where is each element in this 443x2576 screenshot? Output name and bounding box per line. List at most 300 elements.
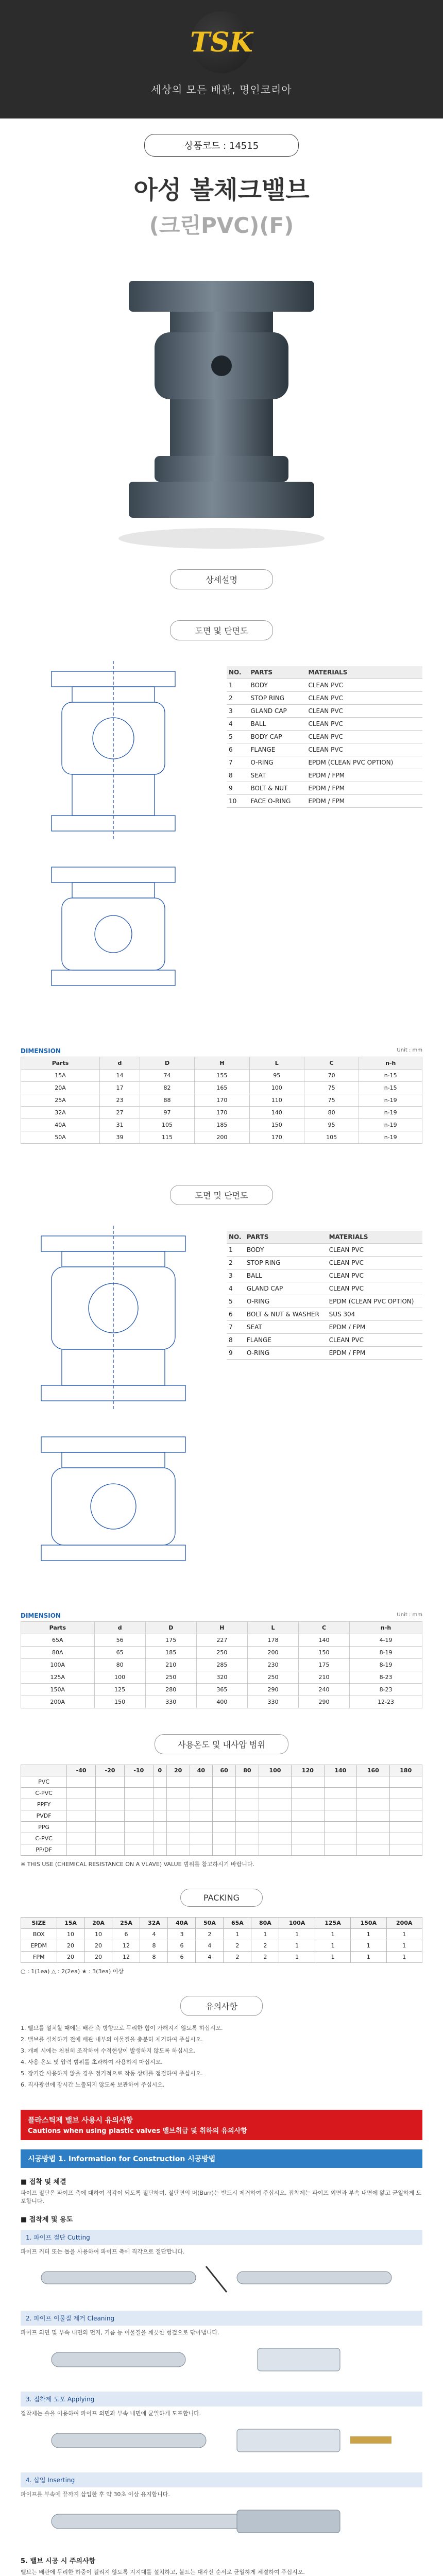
dimension-table-2 (21, 1621, 422, 1708)
dim-header: d (100, 1057, 140, 1070)
cell: 20 (57, 1940, 84, 1952)
cell (389, 1822, 422, 1833)
cell (357, 1788, 389, 1799)
temp-note: ※ THIS USE (CHEMICAL RESISTANCE ON A VLAVE) VALUE 범위를 참고하시기 바랍니다. (21, 1861, 255, 1868)
product-photo (0, 250, 443, 559)
cell: 12-23 (350, 1696, 422, 1708)
applying-illustration (21, 2418, 422, 2464)
cell: 8-19 (350, 1647, 422, 1659)
cell (292, 1844, 324, 1856)
drawing1-heading: 도면 및 단면도 (170, 620, 273, 640)
detail-section (0, 569, 443, 589)
cell: BODY CAP (248, 731, 306, 743)
dim-header: Parts (21, 1622, 95, 1634)
cell: 4 (227, 718, 248, 731)
cell (96, 1844, 125, 1856)
cell (324, 1788, 356, 1799)
cell: 120 (292, 1765, 324, 1776)
caution-title: 플라스틱제 밸브 사용시 유의사항 (28, 2116, 133, 2125)
cell: 110 (249, 1094, 304, 1107)
cell (292, 1799, 324, 1810)
cell: BODY (245, 1244, 327, 1257)
cell (292, 1822, 324, 1833)
cell: 2 (224, 1952, 251, 1963)
cell: 365 (196, 1684, 247, 1696)
cell: 12 (112, 1952, 140, 1963)
cell: 3 (227, 705, 248, 718)
dim-header: C (299, 1622, 350, 1634)
cleaning-illustration (21, 2337, 422, 2383)
cell: 6 (227, 1308, 245, 1321)
cell: 105 (140, 1119, 194, 1131)
cell: 1 (227, 679, 248, 692)
cell: 4 (140, 1929, 168, 1940)
note-line: 3. 개폐 시에는 천천히 조작하여 수격현상이 발생하지 않도록 하십시오. (21, 2047, 196, 2054)
cell (124, 1776, 153, 1788)
cell: 23 (100, 1094, 140, 1107)
cell (236, 1776, 259, 1788)
bar-1-text: 파이프 커터 또는 톱을 사용하여 파이프 축에 직각으로 절단합니다. (21, 2248, 185, 2255)
cell: 320 (196, 1671, 247, 1684)
cell (96, 1788, 125, 1799)
cell (153, 1788, 166, 1799)
packing-section (0, 1889, 443, 1975)
product-subtitle: (크린PVC)(F) (149, 213, 294, 238)
cell: 4 (196, 1940, 224, 1952)
cell: 6 (112, 1929, 140, 1940)
cell: 15A (57, 1918, 84, 1929)
cell: 400 (196, 1696, 247, 1708)
parts-header-materials: MATERIALS (306, 666, 422, 679)
cell: 17 (100, 1082, 140, 1094)
cell: 10 (227, 795, 248, 808)
cell: 20 (166, 1765, 190, 1776)
cell (236, 1822, 259, 1833)
cell (67, 1810, 96, 1822)
table-row (21, 1940, 422, 1952)
cell: n-15 (359, 1082, 422, 1094)
cell: 170 (195, 1094, 249, 1107)
parts-list-2 (227, 1231, 422, 1360)
note-line: 2. 밸브를 설치하기 전에 배관 내부의 이물질을 충분히 제거하여 주십시오. (21, 2036, 203, 2043)
cell: 155 (195, 1070, 249, 1082)
cell (259, 1776, 291, 1788)
cell: 40A (21, 1119, 100, 1131)
cell (213, 1844, 236, 1856)
cell (389, 1844, 422, 1856)
table-row (227, 769, 422, 782)
cell: 200A (21, 1696, 95, 1708)
logo-text: TSK (190, 26, 253, 58)
dim-header: n-h (350, 1622, 422, 1634)
cell (357, 1844, 389, 1856)
cell (190, 1776, 213, 1788)
drawing1-diagram (21, 651, 422, 836)
table-row (227, 705, 422, 718)
cell: SEAT (245, 1321, 327, 1334)
cell: 125 (94, 1684, 145, 1696)
cell (190, 1833, 213, 1844)
bar-2: 2. 파이프 이물질 제거 Cleaning (21, 2311, 422, 2326)
cell: 14 (100, 1070, 140, 1082)
cell: 80 (94, 1659, 145, 1671)
bar-4: 4. 삽입 Inserting (21, 2472, 422, 2487)
cell: SEAT (248, 769, 306, 782)
cell: 15A (21, 1070, 100, 1082)
cell: O-RING (245, 1347, 327, 1360)
cell: 170 (249, 1131, 304, 1144)
cell: 210 (299, 1671, 350, 1684)
table-row (227, 1282, 422, 1295)
cell (96, 1822, 125, 1833)
cell (153, 1810, 166, 1822)
cell: 31 (100, 1119, 140, 1131)
table-row (21, 1659, 422, 1671)
table-row (21, 1119, 422, 1131)
cell: 80A (251, 1918, 279, 1929)
table-row (21, 1776, 422, 1788)
cell: 200 (247, 1647, 298, 1659)
cell (96, 1833, 125, 1844)
step-5-title: 5. 밸브 시공 시 주의사항 (21, 2557, 96, 2565)
cell: O-RING (245, 1295, 327, 1308)
caution-en: Cautions when using plastic valves 밸브취급 및 취하의 유의사항 (28, 2127, 247, 2135)
cell: 100 (249, 1082, 304, 1094)
cell: 50A (21, 1131, 100, 1144)
cell: 290 (299, 1696, 350, 1708)
cell: EPDM / FPM (306, 769, 422, 782)
cell: 250 (247, 1671, 298, 1684)
table-row (227, 1257, 422, 1269)
cell: BALL (248, 718, 306, 731)
table-row (227, 1244, 422, 1257)
temp-range-section (0, 1734, 443, 1868)
table-row (21, 1684, 422, 1696)
cell: 20 (84, 1952, 112, 1963)
parts-header-no: NO. (227, 1231, 245, 1244)
cell: 140 (299, 1634, 350, 1647)
cell: 4 (196, 1952, 224, 1963)
cell: 140 (324, 1765, 356, 1776)
cell (153, 1776, 166, 1788)
cell (96, 1799, 125, 1810)
temp-range-heading: 사용온도 및 내사압 범위 (155, 1734, 288, 1754)
cell: 8-19 (350, 1659, 422, 1671)
bar-1: 1. 파이프 절단 Cutting (21, 2230, 422, 2245)
cell: 150A (351, 1918, 386, 1929)
table-row (227, 1295, 422, 1308)
bar-2-text: 파이프 외면 및 부속 내면의 먼지, 기름 등 이물질을 깨끗한 헝겊으로 닦아냅니다. (21, 2329, 219, 2336)
cell: 75 (304, 1094, 359, 1107)
cell: 2 (251, 1952, 279, 1963)
parts-list-1 (227, 666, 422, 808)
cell: n-19 (359, 1107, 422, 1119)
cell: 160 (357, 1765, 389, 1776)
product-title: 아성 볼체크밸브 (133, 176, 310, 205)
table-row (227, 756, 422, 769)
table-row (227, 1308, 422, 1321)
cell (324, 1822, 356, 1833)
cell (357, 1822, 389, 1833)
cell: 178 (247, 1634, 298, 1647)
cell (190, 1844, 213, 1856)
step-5-text: 밸브는 배관에 무리한 하중이 걸리지 않도록 지지대를 설치하고, 볼트는 대각선 순서로 균일하게 체결하여 주십시오. (21, 2569, 305, 2575)
cell (324, 1844, 356, 1856)
cell: FACE O-RING (248, 795, 306, 808)
cell: 1 (386, 1952, 422, 1963)
cell: 2 (227, 692, 248, 705)
cell: CLEAN PVC (306, 679, 422, 692)
cell: -10 (124, 1765, 153, 1776)
cell: 4-19 (350, 1634, 422, 1647)
cell: 185 (145, 1647, 196, 1659)
cell: 56 (94, 1634, 145, 1647)
cell (67, 1833, 96, 1844)
cell (324, 1799, 356, 1810)
cell: 100 (259, 1765, 291, 1776)
cell: 74 (140, 1070, 194, 1082)
cell: 1 (224, 1929, 251, 1940)
cell (96, 1810, 125, 1822)
cell (190, 1822, 213, 1833)
cell (213, 1788, 236, 1799)
step-2-title: ■ 접착제 및 용도 (21, 2216, 73, 2224)
cell: 140 (249, 1107, 304, 1119)
cell: BOX (21, 1929, 57, 1940)
cell: 2 (251, 1940, 279, 1952)
cell: 330 (145, 1696, 196, 1708)
cell: 1 (279, 1952, 315, 1963)
cell: 165 (195, 1082, 249, 1094)
cell: 70 (304, 1070, 359, 1082)
cell: 8-23 (350, 1684, 422, 1696)
cell: 20 (57, 1952, 84, 1963)
cell: 1 (315, 1952, 350, 1963)
table-row (227, 731, 422, 743)
cell (292, 1776, 324, 1788)
valve-section-drawing (21, 651, 206, 1032)
cell (213, 1799, 236, 1810)
cell: PVC (21, 1776, 67, 1788)
cell: 65A (224, 1918, 251, 1929)
cell: 12 (112, 1940, 140, 1952)
note-line: 5. 장기간 사용하지 않을 경우 정기적으로 작동 상태를 점검하여 주십시오. (21, 2070, 203, 2077)
step-1-title: ■ 접착 및 체결 (21, 2178, 66, 2186)
dim-header: D (140, 1057, 194, 1070)
cell (292, 1833, 324, 1844)
note-line: 1. 밸브를 설치할 때에는 배관 축 방향으로 무리한 힘이 가해지지 않도록 하십시오. (21, 2025, 223, 2031)
cell: 3 (227, 1269, 245, 1282)
inserting-illustration (21, 2499, 422, 2545)
cell (389, 1833, 422, 1844)
cell: 60 (213, 1765, 236, 1776)
cell: 40 (190, 1765, 213, 1776)
drawing2-diagram (21, 1215, 422, 1607)
cell: SUS 304 (327, 1308, 422, 1321)
cell: FPM (21, 1952, 57, 1963)
cell: C-PVC (21, 1788, 67, 1799)
cell: EPDM (21, 1940, 57, 1952)
cell: PP/DF (21, 1844, 67, 1856)
cell (389, 1810, 422, 1822)
cell: 8 (140, 1940, 168, 1952)
cell: SIZE (21, 1918, 57, 1929)
cell: 20A (84, 1918, 112, 1929)
brand-tagline: 세상의 모든 배관, 명인코리아 (151, 83, 292, 96)
cell: 6 (168, 1952, 196, 1963)
packing-legend: ○ : 1(1ea) △ : 2(2ea) ★ : 3(3ea) 이상 (21, 1968, 124, 1975)
table-row (227, 1347, 422, 1360)
cell (259, 1822, 291, 1833)
table-row (21, 1634, 422, 1647)
cell: 80 (236, 1765, 259, 1776)
cell: CLEAN PVC (306, 692, 422, 705)
cell (166, 1822, 190, 1833)
bar-3-text: 접착제는 솔을 이용하여 파이프 외면과 부속 내면에 균일하게 도포합니다. (21, 2410, 201, 2417)
cell: 95 (249, 1070, 304, 1082)
cell: 8 (227, 769, 248, 782)
drawing2-section (0, 1185, 443, 1708)
cell (357, 1799, 389, 1810)
cell (166, 1788, 190, 1799)
cell: 100A (279, 1918, 315, 1929)
cell: 230 (247, 1659, 298, 1671)
cell: O-RING (248, 756, 306, 769)
cell: CLEAN PVC (327, 1244, 422, 1257)
cell: 280 (145, 1684, 196, 1696)
cell: 285 (196, 1659, 247, 1671)
cell: 290 (247, 1684, 298, 1696)
cell: 150 (299, 1647, 350, 1659)
cell: 88 (140, 1094, 194, 1107)
cell: 1 (351, 1952, 386, 1963)
dim-header: Parts (21, 1057, 100, 1070)
cell (357, 1810, 389, 1822)
cell: 9 (227, 782, 248, 795)
cell: 1 (279, 1940, 315, 1952)
cell: 150 (94, 1696, 145, 1708)
cell (166, 1799, 190, 1810)
cell: 180 (389, 1765, 422, 1776)
table-row (21, 1070, 422, 1082)
table-row (21, 1647, 422, 1659)
cell (153, 1822, 166, 1833)
cell: 75 (304, 1082, 359, 1094)
cell: 7 (227, 756, 248, 769)
cell: 32A (21, 1107, 100, 1119)
cell: 2 (196, 1929, 224, 1940)
table-row (227, 679, 422, 692)
cell (124, 1822, 153, 1833)
instructions-block (21, 2110, 422, 2576)
cell (236, 1788, 259, 1799)
packing-heading: PACKING (180, 1889, 263, 1907)
cell: -40 (67, 1765, 96, 1776)
note-line: 4. 사용 온도 및 압력 범위를 초과하여 사용하지 마십시오. (21, 2059, 163, 2065)
table-row (21, 1844, 422, 1856)
cell (96, 1776, 125, 1788)
table-row (21, 1822, 422, 1833)
cell: CLEAN PVC (306, 731, 422, 743)
cell: 6 (168, 1940, 196, 1952)
drawing2-heading: 도면 및 단면도 (170, 1185, 273, 1205)
product-code: 상품코드 : 14515 (144, 134, 299, 157)
cell: 200 (195, 1131, 249, 1144)
dimension-unit-2: Unit : mm (397, 1612, 422, 1618)
cell: 82 (140, 1082, 194, 1094)
table-row (227, 1334, 422, 1347)
cell (153, 1833, 166, 1844)
cell: BODY (248, 679, 306, 692)
cell: 185 (195, 1119, 249, 1131)
dim-header: L (247, 1622, 298, 1634)
table-row (21, 1131, 422, 1144)
cell: 0 (153, 1765, 166, 1776)
cell: 1 (386, 1940, 422, 1952)
dimension-caption-row-1 (21, 1047, 422, 1055)
notes-section (0, 1996, 443, 2089)
table-row (21, 1810, 422, 1822)
dimension-caption-row-2 (21, 1612, 422, 1619)
cell: 6 (227, 743, 248, 756)
cell: GLAND CAP (248, 705, 306, 718)
dim-header: L (249, 1057, 304, 1070)
table-row (227, 1321, 422, 1334)
valve-photo-illustration (0, 250, 443, 559)
cell: 80 (304, 1107, 359, 1119)
cell: 1 (351, 1929, 386, 1940)
cell (213, 1810, 236, 1822)
table-row (21, 1082, 422, 1094)
brand-header (0, 0, 443, 118)
cell: 32A (140, 1918, 168, 1929)
cell (67, 1776, 96, 1788)
cell (259, 1810, 291, 1822)
cell (324, 1776, 356, 1788)
table-row (21, 1696, 422, 1708)
cell (259, 1788, 291, 1799)
cell: STOP RING (245, 1257, 327, 1269)
detail-heading: 상세설명 (170, 569, 273, 589)
cell: EPDM / FPM (327, 1347, 422, 1360)
parts-header-materials: MATERIALS (327, 1231, 422, 1244)
cell (324, 1810, 356, 1822)
cell: CLEAN PVC (306, 705, 422, 718)
cell: 10 (84, 1929, 112, 1940)
cell: STOP RING (248, 692, 306, 705)
cell: 1 (227, 1244, 245, 1257)
cell: BOLT & NUT & WASHER (245, 1308, 327, 1321)
cell: EPDM / FPM (306, 782, 422, 795)
cell (236, 1799, 259, 1810)
cell (357, 1833, 389, 1844)
cell: BALL (245, 1269, 327, 1282)
notes-heading: 유의사항 (180, 1996, 263, 2016)
cell (236, 1810, 259, 1822)
cell: 4 (227, 1282, 245, 1295)
cell: 8-23 (350, 1671, 422, 1684)
bar-3: 3. 접착제 도포 Applying (21, 2392, 422, 2406)
cell: 27 (100, 1107, 140, 1119)
cell: 100 (94, 1671, 145, 1684)
cell (166, 1833, 190, 1844)
cell: n-19 (359, 1094, 422, 1107)
cell: 2 (224, 1940, 251, 1952)
table-row (21, 1833, 422, 1844)
cell: EPDM / FPM (327, 1321, 422, 1334)
step-1-text: 파이프 절단은 파이프 축에 대하여 직각이 되도록 절단하며, 절단면의 버(Burr)는 반드시 제거하여 주십시오. 접착제는 파이프 외면과 부속 내면에 얇고 균일하게 도포합니다. (21, 2190, 422, 2205)
cell: 250 (145, 1671, 196, 1684)
